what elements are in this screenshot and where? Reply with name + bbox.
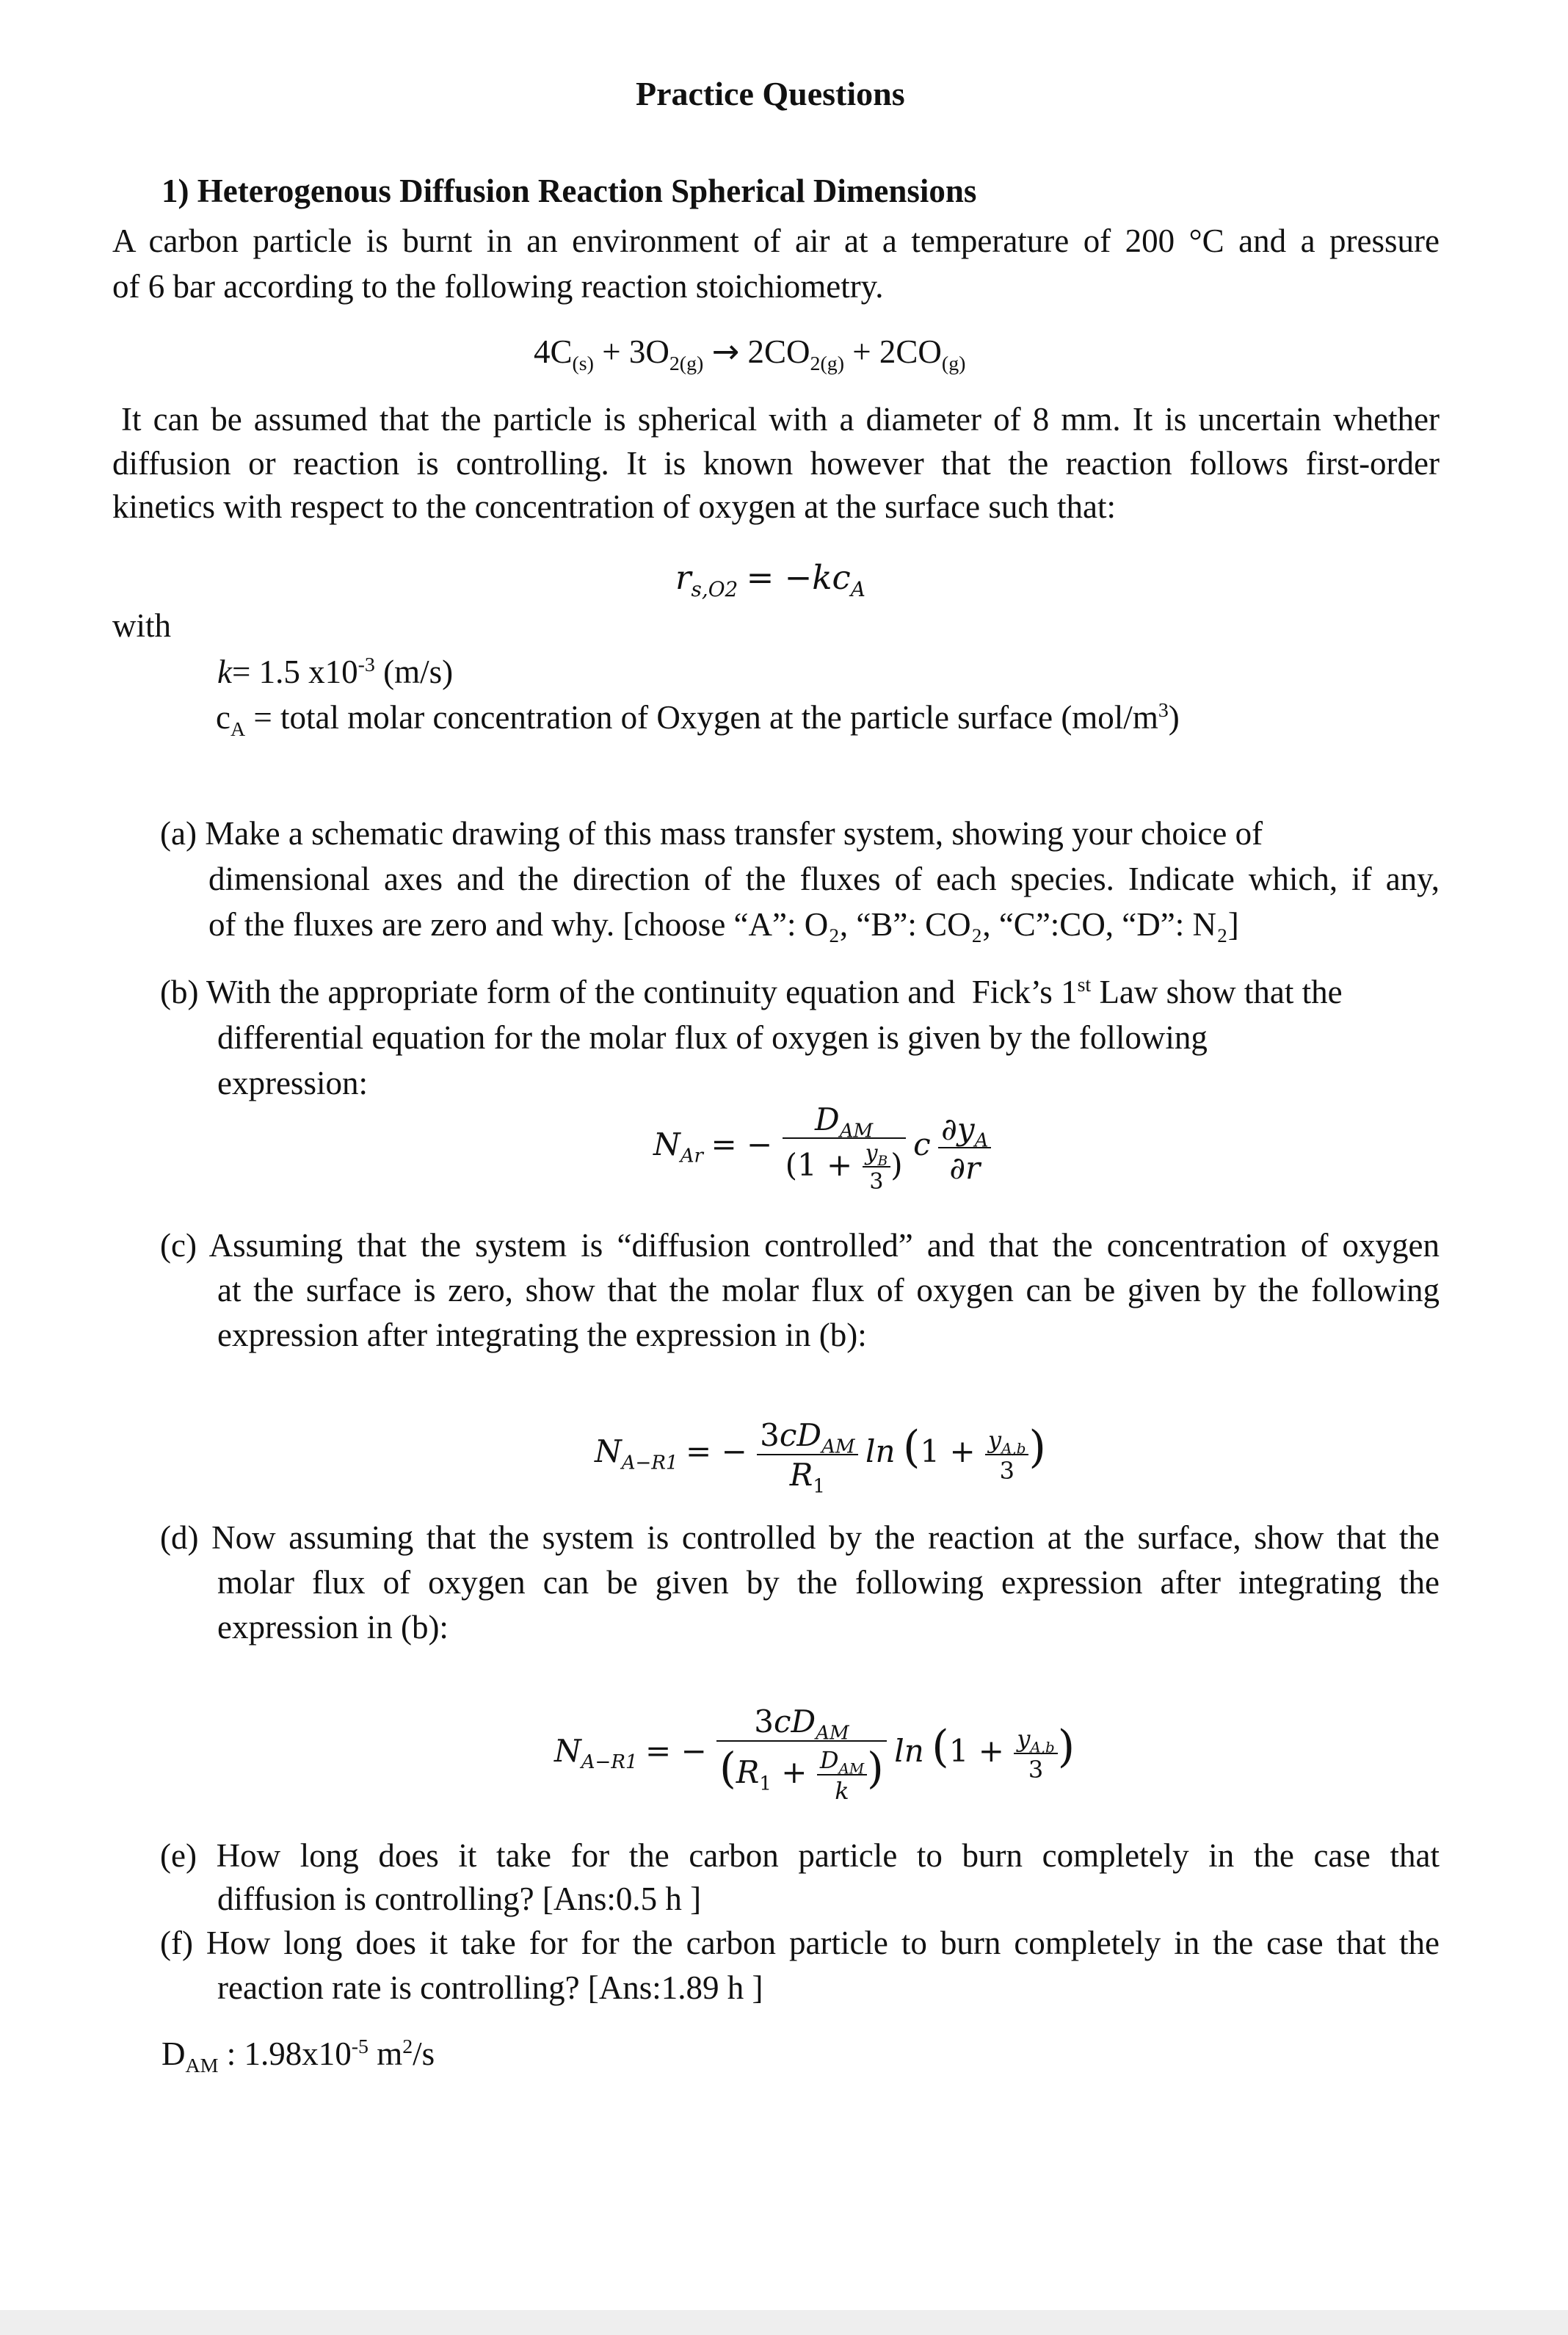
part-d-line-1: (d) Now assuming that the system is controlled by the reaction at the surface, show that the	[160, 1519, 1440, 1556]
part-b-line-3: expression:	[217, 1065, 368, 1101]
part-f-line-1: (f) How long does it take for for the carbon particle to burn completely in the case that the	[160, 1925, 1440, 1961]
part-d-line-3: expression in (b):	[217, 1609, 449, 1646]
part-e-line-2: diffusion is controlling? [Ans:0.5 h ]	[217, 1880, 702, 1917]
part-d-line-2: molar flux of oxygen can be given by the following expression after integrating the	[217, 1564, 1440, 1601]
reaction-equation: $4C_{(s)} + 3O_{2(g)} \to 2CO_{2(g)} + 2CO_{(g)}$	[534, 332, 966, 375]
reaction-controlled-flux-equation: $N_{A-R1}$ = − $3cD_{AM}$ ($R_1$ + $\frac{D_{AM}}{k}$ ) ln (1 + $\frac{y_{A,b}}{3}$ )	[554, 1704, 1075, 1806]
assume-line-2: diffusion or reaction is controlling. It is known however that the reaction follows first-order	[112, 445, 1440, 482]
part-a-line-2: dimensional axes and the direction of the fluxes of each species. Indicate which, if any,	[208, 861, 1440, 897]
part-c-line-1: (c) Assuming that the system is “diffusion controlled” and that the concentration of oxygen	[160, 1227, 1440, 1264]
with-label: with	[112, 607, 172, 644]
section-heading: 1) Heterogenous Diffusion Reaction Spherical Dimensions	[161, 173, 977, 209]
bottom-strip	[0, 2310, 1568, 2335]
assume-line-3: kinetics with respect to the concentration of oxygen at the surface such that:	[112, 488, 1117, 525]
flux-differential-equation: $N_{Ar}$ = − $D_{AM}$ (1 + $\frac{y_B}{3}$ ) c $\frac{\partial y_A}{\partial r}$	[653, 1101, 991, 1195]
part-a-line-1: (a) Make a schematic drawing of this mass transfer system, showing your choice of	[160, 815, 1263, 852]
intro-line-1: A carbon particle is burnt in an environment of air at a temperature of 200 °C and a pressure	[112, 222, 1440, 259]
part-b-line-2: differential equation for the molar flux of oxygen is given by the following	[217, 1019, 1208, 1056]
part-f-line-2: reaction rate is controlling? [Ans:1.89 h ]	[217, 1969, 763, 2006]
page-title: Practice Questions	[636, 75, 905, 112]
diffusion-controlled-flux-equation: $N_{A-R1}$ = − $\frac{3cD_{AM}}{R_1}$ ln (1 + $\frac{y_{A,b}}{3}$ )	[595, 1417, 1046, 1498]
intro-line-2: of 6 bar according to the following reaction stoichiometry.	[112, 268, 884, 305]
part-b-line-1: (b) With the appropriate form of the continuity equation and Fick’s 1st Law show that the	[160, 974, 1343, 1010]
part-c-line-2: at the surface is zero, show that the molar flux of oxygen can be given by the following	[217, 1272, 1440, 1308]
dam-value: $D_{AM}$ : $1.98x10^{-5}$ $m^2/s$	[161, 2035, 435, 2077]
k-definition: k= 1.5 $x10^{-3}$ (m/s)	[217, 654, 454, 690]
part-e-line-1: (e) How long does it take for the carbon particle to burn completely in the case that	[160, 1837, 1440, 1874]
ca-definition: $c_A$ = total molar concentration of Oxygen at the particle surface $(mol/m^3)$	[216, 699, 1180, 741]
part-c-line-3: expression after integrating the expression in (b):	[217, 1317, 867, 1353]
rate-equation: $r_{s,O2} = -kc_A$	[675, 558, 865, 601]
assume-line-1: It can be assumed that the particle is spherical with a diameter of 8 mm. It is uncertain whether	[121, 401, 1440, 438]
part-a-line-3: of the fluxes are zero and why. [choose “A”: O₂, “B”: CO₂, “C”:CO, “D”: N₂]	[208, 906, 1239, 943]
